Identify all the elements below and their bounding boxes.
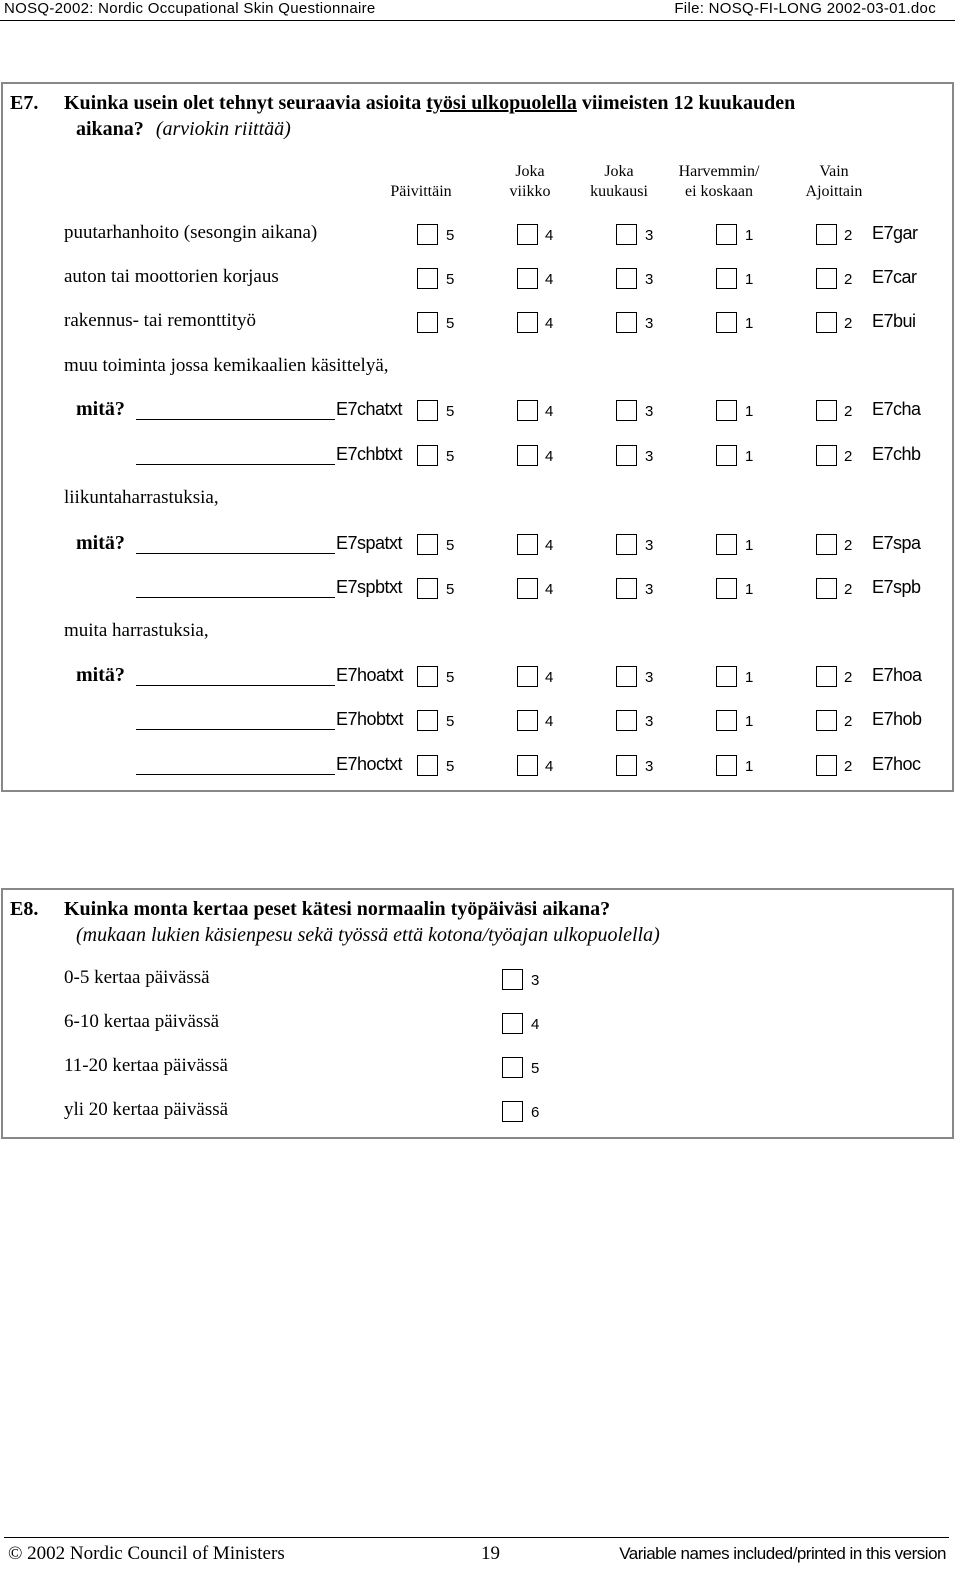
checkbox-option[interactable] [417, 534, 438, 555]
checkbox-option[interactable] [616, 666, 637, 687]
option-code: 1 [745, 227, 754, 244]
checkbox-option[interactable] [816, 755, 837, 776]
option-code: 2 [844, 448, 853, 465]
row-variable-name: E7spb [872, 577, 921, 597]
question-e7-number: E7. [10, 92, 39, 114]
answer-input-line[interactable] [136, 464, 335, 465]
checkbox-option[interactable] [716, 445, 737, 466]
option-code: 4 [545, 315, 554, 332]
checkbox-option[interactable] [716, 666, 737, 687]
checkbox-option[interactable] [417, 224, 438, 245]
checkbox-option[interactable] [517, 224, 538, 245]
question-e8-text: Kuinka monta kertaa peset kätesi normaalin työpäiväsi aikana? [64, 898, 611, 920]
column-header-line1: Joka [515, 163, 545, 180]
column-header-line2: viikko [509, 183, 551, 200]
field-variable-name: E7chatxt [336, 399, 403, 419]
option-code: 5 [446, 758, 455, 775]
option-code: 3 [645, 403, 654, 420]
checkbox-option[interactable] [716, 400, 737, 421]
question-e7-note: (arviokin riittää) [155, 118, 291, 140]
option-code: 4 [545, 448, 554, 465]
option-code: 4 [545, 271, 554, 288]
option-code: 1 [745, 581, 754, 598]
option-code: 3 [645, 271, 654, 288]
checkbox-option[interactable] [616, 578, 637, 599]
option-code: 4 [545, 713, 554, 730]
checkbox-option[interactable] [816, 445, 837, 466]
checkbox-option[interactable] [616, 268, 637, 289]
document-header-left: NOSQ-2002: Nordic Occupational Skin Questionnaire [4, 0, 376, 17]
row-label: puutarhanhoito (sesongin aikana) [64, 222, 318, 243]
option-code: 5 [446, 537, 455, 554]
e8-checkbox[interactable] [502, 1101, 523, 1122]
option-code: 1 [745, 315, 754, 332]
answer-input-line[interactable] [136, 774, 335, 775]
row-variable-name: E7car [872, 267, 917, 287]
option-code: 2 [844, 713, 853, 730]
checkbox-option[interactable] [716, 268, 737, 289]
field-variable-name: E7hoctxt [336, 754, 403, 774]
checkbox-option[interactable] [816, 312, 837, 333]
option-code: 1 [745, 713, 754, 730]
option-code: 5 [446, 581, 455, 598]
option-code: 5 [446, 227, 455, 244]
answer-input-line[interactable] [136, 553, 335, 554]
row-variable-name: E7spa [872, 533, 921, 553]
question-e8-number: E8. [10, 898, 39, 920]
column-header-line2: kuukausi [590, 183, 648, 200]
footer-copyright: © 2002 Nordic Council of Ministers [8, 1543, 285, 1564]
e8-option-label: 6-10 kertaa päivässä [64, 1011, 220, 1032]
checkbox-option[interactable] [716, 755, 737, 776]
checkbox-option[interactable] [517, 445, 538, 466]
row-variable-name: E7hoa [872, 665, 922, 685]
section-label-chemicals: muu toiminta jossa kemikaalien käsittelyä, [64, 355, 389, 376]
row-variable-name: E7gar [872, 223, 918, 243]
checkbox-option[interactable] [417, 666, 438, 687]
checkbox-option[interactable] [517, 400, 538, 421]
e8-option-label: 11-20 kertaa päivässä [64, 1055, 228, 1076]
checkbox-option[interactable] [616, 400, 637, 421]
column-header-line2: Päivittäin [390, 183, 452, 200]
mita-label: mitä? [76, 532, 125, 554]
checkbox-option[interactable] [517, 755, 538, 776]
option-code: 2 [844, 315, 853, 332]
question-e7-text-line2: aikana? (arviokin riittää) [76, 118, 291, 140]
field-variable-name: E7spbtxt [336, 577, 403, 597]
option-code: 2 [844, 758, 853, 775]
checkbox-option[interactable] [816, 534, 837, 555]
checkbox-option[interactable] [417, 268, 438, 289]
checkbox-option[interactable] [616, 312, 637, 333]
e8-option-code: 4 [531, 1016, 540, 1033]
checkbox-option[interactable] [616, 710, 637, 731]
section-label-hobbies: muita harrastuksia, [64, 620, 209, 641]
document-header-right: File: NOSQ-FI-LONG 2002-03-01.doc [674, 0, 936, 17]
column-header-line1: Joka [604, 163, 634, 180]
option-code: 4 [545, 581, 554, 598]
option-code: 1 [745, 448, 754, 465]
option-code: 2 [844, 227, 853, 244]
option-code: 4 [545, 758, 554, 775]
row-variable-name: E7hoc [872, 754, 921, 774]
option-code: 5 [446, 403, 455, 420]
row-label: rakennus- tai remonttityö [64, 310, 257, 331]
option-code: 5 [446, 271, 455, 288]
answer-input-line[interactable] [136, 685, 335, 686]
checkbox-option[interactable] [716, 312, 737, 333]
header-rule [0, 20, 955, 21]
checkbox-option[interactable] [816, 224, 837, 245]
option-code: 3 [645, 315, 654, 332]
checkbox-option[interactable] [417, 312, 438, 333]
row-variable-name: E7cha [872, 399, 921, 419]
answer-input-line[interactable] [136, 729, 335, 730]
row-label: auton tai moottorien korjaus [64, 266, 279, 287]
checkbox-option[interactable] [716, 578, 737, 599]
checkbox-option[interactable] [517, 268, 538, 289]
option-code: 1 [745, 271, 754, 288]
option-code: 3 [645, 537, 654, 554]
question-e8-note: (mukaan lukien käsienpesu sekä työssä että kotona/työajan ulkopuolella) [76, 924, 660, 946]
footer-page-number: 19 [481, 1543, 500, 1564]
option-code: 1 [745, 669, 754, 686]
footer-rule [4, 1537, 949, 1538]
field-variable-name: E7chbtxt [336, 444, 403, 464]
option-code: 2 [844, 581, 853, 598]
checkbox-option[interactable] [816, 666, 837, 687]
checkbox-option[interactable] [716, 534, 737, 555]
row-variable-name: E7chb [872, 444, 921, 464]
column-header-line2: Ajoittain [805, 183, 863, 200]
e8-checkbox[interactable] [502, 969, 523, 990]
option-code: 5 [446, 669, 455, 686]
e8-option-code: 3 [531, 972, 540, 989]
question-e7-text: Kuinka usein olet tehnyt seuraavia asioita työsi ulkopuolella viimeisten 12 kuukauden [64, 92, 796, 114]
checkbox-option[interactable] [417, 400, 438, 421]
option-code: 4 [545, 537, 554, 554]
checkbox-option[interactable] [517, 578, 538, 599]
option-code: 3 [645, 227, 654, 244]
checkbox-option[interactable] [616, 224, 637, 245]
checkbox-option[interactable] [417, 578, 438, 599]
e8-option-code: 5 [531, 1060, 540, 1077]
checkbox-option[interactable] [417, 710, 438, 731]
option-code: 4 [545, 669, 554, 686]
checkbox-option[interactable] [816, 578, 837, 599]
field-variable-name: E7spatxt [336, 533, 403, 553]
checkbox-option[interactable] [616, 445, 637, 466]
column-header-4 [769, 162, 899, 202]
checkbox-option[interactable] [517, 312, 538, 333]
option-code: 1 [745, 758, 754, 775]
checkbox-option[interactable] [616, 755, 637, 776]
answer-input-line[interactable] [136, 419, 335, 420]
option-code: 2 [844, 537, 853, 554]
checkbox-option[interactable] [517, 534, 538, 555]
footer-version-note: Variable names included/printed in this version [619, 1544, 946, 1563]
e8-option-code: 6 [531, 1104, 540, 1121]
checkbox-option[interactable] [816, 710, 837, 731]
column-header-3 [654, 162, 784, 202]
column-header-line1: Vain [819, 163, 849, 180]
e8-checkbox[interactable] [502, 1057, 523, 1078]
checkbox-option[interactable] [417, 755, 438, 776]
option-code: 2 [844, 271, 853, 288]
mita-label: mitä? [76, 664, 125, 686]
checkbox-option[interactable] [616, 534, 637, 555]
e8-option-label: 0-5 kertaa päivässä [64, 967, 210, 988]
e8-checkbox[interactable] [502, 1013, 523, 1034]
row-variable-name: E7hob [872, 709, 922, 729]
checkbox-option[interactable] [517, 666, 538, 687]
option-code: 1 [745, 403, 754, 420]
answer-input-line[interactable] [136, 597, 335, 598]
option-code: 2 [844, 403, 853, 420]
e8-option-label: yli 20 kertaa päivässä [64, 1099, 229, 1120]
option-code: 1 [745, 537, 754, 554]
field-variable-name: E7hoatxt [336, 665, 404, 685]
option-code: 4 [545, 227, 554, 244]
mita-label: mitä? [76, 398, 125, 420]
option-code: 3 [645, 713, 654, 730]
option-code: 3 [645, 758, 654, 775]
checkbox-option[interactable] [816, 268, 837, 289]
option-code: 2 [844, 669, 853, 686]
column-header-line2: ei koskaan [685, 183, 753, 200]
option-code: 3 [645, 581, 654, 598]
checkbox-option[interactable] [417, 445, 438, 466]
row-variable-name: E7bui [872, 311, 916, 331]
option-code: 5 [446, 448, 455, 465]
option-code: 3 [645, 669, 654, 686]
option-code: 5 [446, 713, 455, 730]
checkbox-option[interactable] [816, 400, 837, 421]
field-variable-name: E7hobtxt [336, 709, 404, 729]
section-label-sports: liikuntaharrastuksia, [64, 487, 219, 508]
column-header-line1: Harvemmin/ [678, 163, 760, 180]
checkbox-option[interactable] [716, 710, 737, 731]
option-code: 4 [545, 403, 554, 420]
option-code: 5 [446, 315, 455, 332]
option-code: 3 [645, 448, 654, 465]
checkbox-option[interactable] [716, 224, 737, 245]
checkbox-option[interactable] [517, 710, 538, 731]
